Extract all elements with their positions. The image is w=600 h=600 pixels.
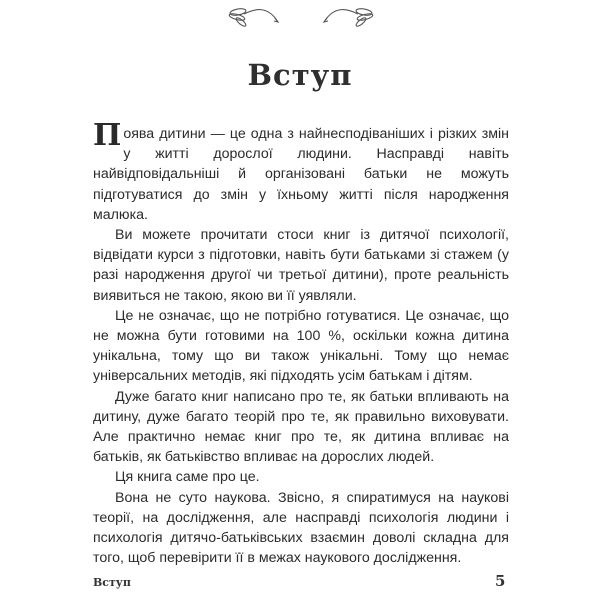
paragraph: Вона не суто наукова. Звісно, я спиратимуся на наукові теорії, на дослідження, але насправді психологія людини і психологія дитячо-батьківських взаємин доволі складна для того, щоб перевірити її в межах наукового дослідження. xyxy=(93,489,509,567)
page-number: 5 xyxy=(495,572,506,590)
drop-cap: П xyxy=(93,118,122,153)
paragraph: Дуже багато книг написано про те, як батьки впливають на дитину, дуже багато теорій про те, як правильно виховувати. Але практично немає книг про те, як дитина впливає на батьків, як батьківство впливає на дорослих людей. xyxy=(93,388,509,466)
floral-ornament-icon xyxy=(228,4,374,34)
paragraph: Це не означає, що не потрібно готуватися. Це означає, що не можна бути готовими на 100 %, оскільки кожна дитина унікальна, тому що ви також унікальні. Тому що немає універсальних методів, які підходять усім батькам і дітям. xyxy=(93,307,509,385)
paragraph: Ви можете прочитати стоси книг із дитячої психології, відвідати курси з підготовки, навіть бути батьками зі стажем (у разі народження другої чи третьої дитини), проте реальність виявиться не такою, якою ви її уявляли. xyxy=(93,227,509,304)
running-head: Вступ xyxy=(93,576,131,589)
paragraph: Ця книга саме про це. xyxy=(115,469,260,486)
paragraph: Поява дитини — це одна з найнесподіваніших і різких змін у житті дорослої людини. Насправді навіть найвідповідальніші й організовані батьки не можуть підготуватися до змін у їхньому житті після народження малюка. xyxy=(93,118,509,223)
chapter-title: Вступ xyxy=(247,58,353,92)
body-text xyxy=(93,118,509,568)
